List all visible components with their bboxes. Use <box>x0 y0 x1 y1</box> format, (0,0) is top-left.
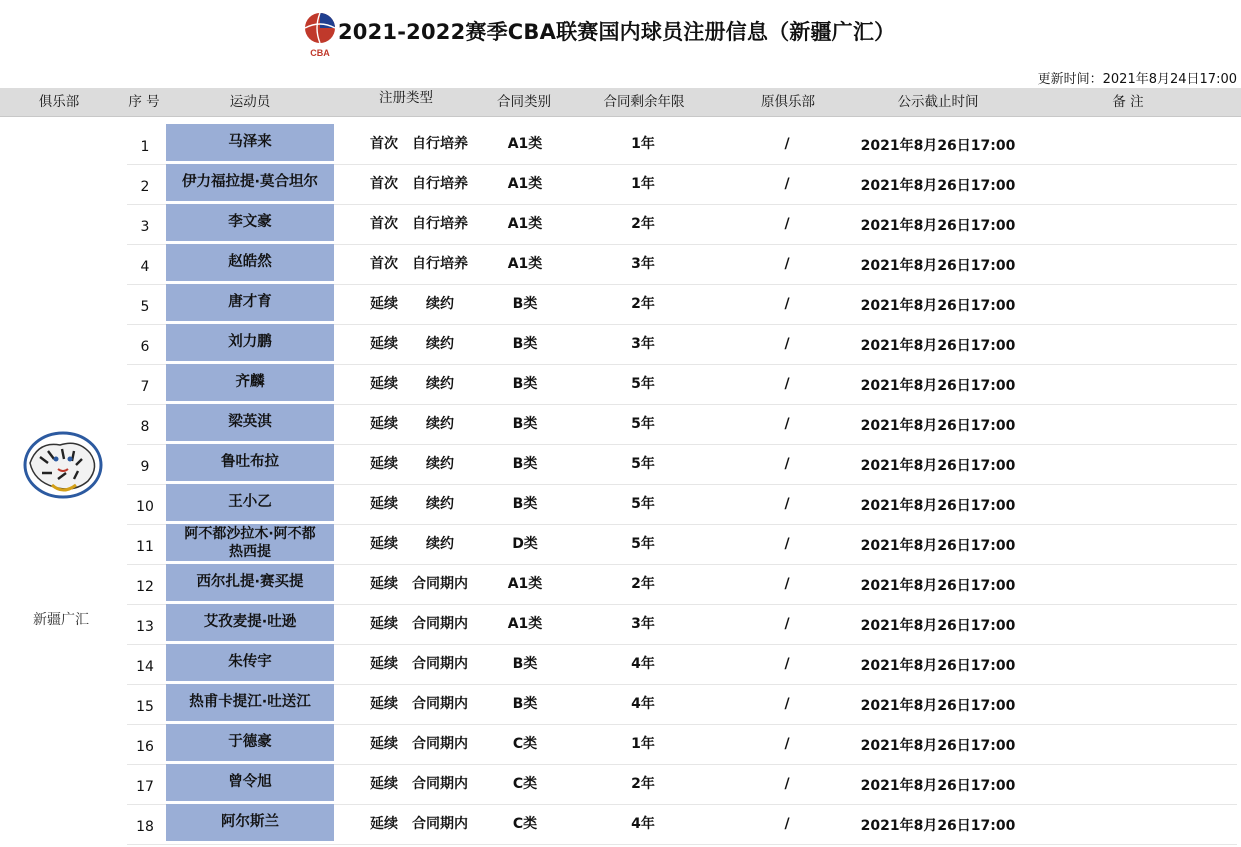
years-left: 2年 <box>631 216 655 232</box>
contract-type: A1类 <box>507 176 543 192</box>
contract-type: B类 <box>512 696 538 712</box>
deadline: 2021年8月26日17:00 <box>860 538 1016 554</box>
row-number: 4 <box>140 259 150 275</box>
table-row <box>127 604 1237 645</box>
prev-club: / <box>784 376 790 392</box>
reg-type-secondary: 自行培养 <box>412 216 468 232</box>
header-club: 俱乐部 <box>38 94 80 110</box>
reg-type-secondary: 续约 <box>426 496 454 512</box>
player-name: 刘力鹏 <box>166 324 334 361</box>
player-name: 李文豪 <box>166 204 334 241</box>
reg-type-secondary: 合同期内 <box>412 696 468 712</box>
reg-type-primary: 延续 <box>370 416 398 432</box>
years-left: 1年 <box>631 736 655 752</box>
row-number: 3 <box>140 219 150 235</box>
reg-type-primary: 延续 <box>370 456 398 472</box>
deadline: 2021年8月26日17:00 <box>860 418 1016 434</box>
row-number: 16 <box>136 739 154 755</box>
deadline: 2021年8月26日17:00 <box>860 818 1016 834</box>
contract-type: B类 <box>512 416 538 432</box>
reg-type-secondary: 续约 <box>426 296 454 312</box>
row-number: 7 <box>140 379 150 395</box>
prev-club: / <box>784 776 790 792</box>
deadline: 2021年8月26日17:00 <box>860 258 1016 274</box>
page-title: 2021-2022赛季CBA联赛国内球员注册信息（新疆广汇） <box>338 20 896 44</box>
reg-type-primary: 延续 <box>370 336 398 352</box>
reg-type-primary: 延续 <box>370 736 398 752</box>
contract-type: D类 <box>512 536 538 552</box>
table-row <box>127 124 1237 165</box>
years-left: 4年 <box>631 696 655 712</box>
prev-club: / <box>784 736 790 752</box>
reg-type-primary: 延续 <box>370 376 398 392</box>
reg-type-primary: 首次 <box>370 256 398 272</box>
table-row <box>127 404 1237 445</box>
years-left: 2年 <box>631 776 655 792</box>
years-left: 2年 <box>631 296 655 312</box>
prev-club: / <box>784 336 790 352</box>
reg-type-secondary: 合同期内 <box>412 576 468 592</box>
row-number: 11 <box>136 539 154 555</box>
deadline: 2021年8月26日17:00 <box>860 498 1016 514</box>
player-name: 曾令旭 <box>166 764 334 801</box>
reg-type-primary: 延续 <box>370 296 398 312</box>
reg-type-secondary: 续约 <box>426 416 454 432</box>
row-number: 18 <box>136 819 154 835</box>
player-name: 梁英淇 <box>166 404 334 441</box>
prev-club: / <box>784 656 790 672</box>
player-name: 唐才育 <box>166 284 334 321</box>
header-contract-type: 合同类别 <box>497 94 551 110</box>
years-left: 3年 <box>631 616 655 632</box>
years-left: 5年 <box>631 376 655 392</box>
deadline: 2021年8月26日17:00 <box>860 378 1016 394</box>
player-name: 热甫卡提江·吐送江 <box>166 684 334 721</box>
prev-club: / <box>784 496 790 512</box>
prev-club: / <box>784 456 790 472</box>
reg-type-secondary: 合同期内 <box>412 776 468 792</box>
reg-type-primary: 延续 <box>370 536 398 552</box>
contract-type: A1类 <box>507 576 543 592</box>
player-name: 西尔扎提·赛买提 <box>166 564 334 601</box>
reg-type-primary: 首次 <box>370 216 398 232</box>
years-left: 1年 <box>631 136 655 152</box>
reg-type-secondary: 合同期内 <box>412 816 468 832</box>
cba-logo-icon <box>302 10 338 60</box>
years-left: 5年 <box>631 496 655 512</box>
prev-club: / <box>784 696 790 712</box>
row-number: 8 <box>140 419 150 435</box>
player-name: 马泽来 <box>166 124 334 161</box>
table-row <box>127 484 1237 525</box>
reg-type-primary: 延续 <box>370 496 398 512</box>
reg-type-primary: 延续 <box>370 776 398 792</box>
reg-type-secondary: 合同期内 <box>412 656 468 672</box>
row-number: 2 <box>140 179 150 195</box>
club-column <box>0 117 127 829</box>
row-number: 1 <box>140 139 150 155</box>
reg-type-primary: 延续 <box>370 696 398 712</box>
prev-club: / <box>784 816 790 832</box>
header-reg-type: 注册类型 <box>379 90 433 106</box>
player-name <box>166 524 334 561</box>
row-number: 17 <box>136 779 154 795</box>
player-name: 伊力福拉提·莫合坦尔 <box>166 164 334 201</box>
prev-club: / <box>784 416 790 432</box>
reg-type-secondary: 合同期内 <box>412 616 468 632</box>
contract-type: A1类 <box>507 216 543 232</box>
player-name: 艾孜麦提·吐逊 <box>166 604 334 641</box>
reg-type-secondary: 合同期内 <box>412 736 468 752</box>
contract-type: B类 <box>512 456 538 472</box>
player-name: 齐麟 <box>166 364 334 401</box>
contract-type: B类 <box>512 296 538 312</box>
years-left: 3年 <box>631 256 655 272</box>
player-name: 王小乙 <box>166 484 334 521</box>
table-row <box>127 684 1237 725</box>
header-no: 序 号 <box>128 94 160 110</box>
row-number: 10 <box>136 499 154 515</box>
header-prev-club: 原俱乐部 <box>761 94 815 110</box>
header-years-left: 合同剩余年限 <box>603 94 685 110</box>
deadline: 2021年8月26日17:00 <box>860 458 1016 474</box>
table-header <box>0 88 1241 117</box>
years-left: 3年 <box>631 336 655 352</box>
row-number: 5 <box>140 299 150 315</box>
prev-club: / <box>784 296 790 312</box>
player-name: 朱传宇 <box>166 644 334 681</box>
years-left: 4年 <box>631 656 655 672</box>
prev-club: / <box>784 616 790 632</box>
player-name: 赵皓然 <box>166 244 334 281</box>
reg-type-primary: 首次 <box>370 176 398 192</box>
table-row <box>127 244 1237 285</box>
player-name: 于德豪 <box>166 724 334 761</box>
reg-type-primary: 延续 <box>370 576 398 592</box>
table-row <box>127 164 1237 205</box>
years-left: 2年 <box>631 576 655 592</box>
svg-text:CBA: CBA <box>310 48 330 58</box>
table-row <box>127 644 1237 685</box>
years-left: 5年 <box>631 456 655 472</box>
contract-type: C类 <box>512 736 538 752</box>
tiger-logo-icon <box>18 423 108 503</box>
reg-type-primary: 延续 <box>370 816 398 832</box>
table-row <box>127 324 1237 365</box>
table-row <box>127 724 1237 765</box>
table-row <box>127 524 1237 565</box>
table-row <box>127 804 1237 845</box>
deadline: 2021年8月26日17:00 <box>860 138 1016 154</box>
contract-type: A1类 <box>507 136 543 152</box>
title-bar <box>0 10 1241 60</box>
table-row <box>127 204 1237 245</box>
reg-type-secondary: 续约 <box>426 456 454 472</box>
deadline: 2021年8月26日17:00 <box>860 738 1016 754</box>
contract-type: A1类 <box>507 256 543 272</box>
row-number: 14 <box>136 659 154 675</box>
contract-type: B类 <box>512 656 538 672</box>
row-number: 12 <box>136 579 154 595</box>
player-name: 阿尔斯兰 <box>166 804 334 841</box>
header-deadline: 公示截止时间 <box>897 94 979 110</box>
reg-type-secondary: 自行培养 <box>412 176 468 192</box>
reg-type-primary: 延续 <box>370 616 398 632</box>
deadline: 2021年8月26日17:00 <box>860 778 1016 794</box>
table-row <box>127 284 1237 325</box>
header-note: 备 注 <box>1112 94 1144 110</box>
player-name: 鲁吐布拉 <box>166 444 334 481</box>
table-row <box>127 564 1237 605</box>
years-left: 4年 <box>631 816 655 832</box>
prev-club: / <box>784 216 790 232</box>
deadline: 2021年8月26日17:00 <box>860 218 1016 234</box>
deadline: 2021年8月26日17:00 <box>860 298 1016 314</box>
row-number: 6 <box>140 339 150 355</box>
contract-type: C类 <box>512 816 538 832</box>
player-name-line-1: 阿不都沙拉木·阿不都 <box>184 526 316 542</box>
player-name-line-2: 热西提 <box>229 544 271 560</box>
prev-club: / <box>784 136 790 152</box>
prev-club: / <box>784 176 790 192</box>
table-row <box>127 764 1237 805</box>
years-left: 5年 <box>631 416 655 432</box>
years-left: 5年 <box>631 536 655 552</box>
deadline: 2021年8月26日17:00 <box>860 178 1016 194</box>
reg-type-primary: 延续 <box>370 656 398 672</box>
row-number: 9 <box>140 459 150 475</box>
reg-type-secondary: 续约 <box>426 336 454 352</box>
reg-type-secondary: 自行培养 <box>412 256 468 272</box>
club-name: 新疆广汇 <box>33 612 89 628</box>
reg-type-secondary: 续约 <box>426 376 454 392</box>
contract-type: B类 <box>512 496 538 512</box>
row-number: 13 <box>136 619 154 635</box>
contract-type: B类 <box>512 336 538 352</box>
update-time: 更新时间：2021年8月24日17:00 <box>1037 72 1237 87</box>
row-number: 15 <box>136 699 154 715</box>
reg-type-primary: 首次 <box>370 136 398 152</box>
deadline: 2021年8月26日17:00 <box>860 578 1016 594</box>
contract-type: B类 <box>512 376 538 392</box>
prev-club: / <box>784 576 790 592</box>
contract-type: A1类 <box>507 616 543 632</box>
deadline: 2021年8月26日17:00 <box>860 658 1016 674</box>
years-left: 1年 <box>631 176 655 192</box>
deadline: 2021年8月26日17:00 <box>860 698 1016 714</box>
deadline: 2021年8月26日17:00 <box>860 338 1016 354</box>
deadline: 2021年8月26日17:00 <box>860 618 1016 634</box>
prev-club: / <box>784 256 790 272</box>
reg-type-secondary: 续约 <box>426 536 454 552</box>
prev-club: / <box>784 536 790 552</box>
table-row <box>127 444 1237 485</box>
header-player: 运动员 <box>229 94 271 110</box>
reg-type-secondary: 自行培养 <box>412 136 468 152</box>
table-row <box>127 364 1237 405</box>
contract-type: C类 <box>512 776 538 792</box>
